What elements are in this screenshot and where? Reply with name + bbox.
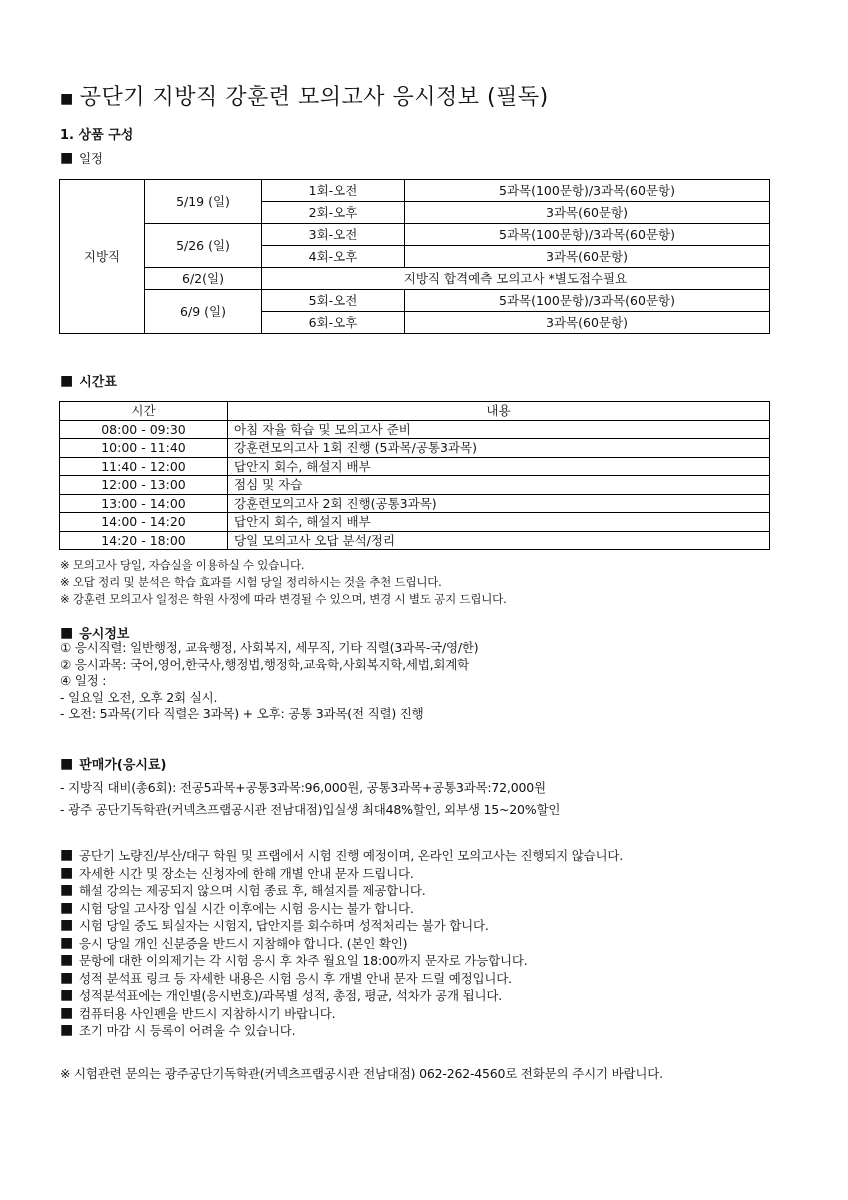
content-cell: 강훈련모의고사 1회 진행 (5과목/공통3과목) [228, 439, 770, 458]
square-bullet-icon: ■ [60, 1004, 74, 1021]
price-line: - 광주 공단기독학관(커넥츠프랩공시관 전남대점)입실생 최대48%할인, 외부생 15~20%할인 [60, 802, 561, 817]
table-header-row [60, 402, 770, 421]
time-cell: 11:40 - 12:00 [60, 457, 228, 476]
square-bullet-icon: ■ [60, 1022, 74, 1038]
time-cell: 12:00 - 13:00 [60, 476, 228, 495]
page-title-text: 공단기 지방직 강훈련 모의고사 응시정보 (필독) [79, 85, 549, 110]
price-heading: ■ 판매가(응시료) [60, 756, 167, 773]
list-item: ■ 조기 마감 시 등록이 어려울 수 있습니다. [60, 1022, 296, 1038]
square-bullet-icon: ■ [60, 864, 74, 881]
list-item: ■ 시험 당일 중도 퇴실자는 시험지, 답안지를 회수하며 성적처리는 불가 합니다. [60, 917, 489, 933]
notice-list [60, 847, 623, 1040]
table-row [60, 224, 770, 246]
region-cell: 지방직 [60, 180, 145, 334]
list-item: ■ 자세한 시간 및 장소는 신청자에 한해 개별 안내 문자 드립니다. [60, 864, 414, 881]
application-line: - 오전: 5과목(기타 직렬은 3과목) + 오후: 공통 3과목(전 직렬) 진행 [60, 706, 424, 721]
contact-note: ※ 시험관련 문의는 광주공단기독학관(커넥츠프랩공시관 전남대점) 062-262-4560로 전화문의 주시기 바랍니다. [60, 1066, 663, 1081]
table-row [60, 439, 770, 458]
timetable [59, 401, 770, 550]
list-item: ■ 문항에 대한 이의제기는 각 시험 응시 후 차주 월요일 18:00까지 문자로 가능합니다. [60, 952, 528, 968]
session-cell: 1회-오전 [262, 180, 405, 202]
list-item: ■ 시험 당일 고사장 입실 시간 이후에는 시험 응시는 불가 합니다. [60, 899, 414, 916]
price-line: - 지방직 대비(총6회): 전공5과목+공통3과목:96,000원, 공통3과목+공통3과목:72,000원 [60, 780, 546, 795]
application-line: ② 응시과목: 국어,영어,한국사,행정법,행정학,교육학,사회복지학,세법,회계학 [60, 656, 470, 672]
table-row [60, 476, 770, 495]
column-header-content: 내용 [228, 402, 770, 421]
content-cell: 아침 자율 학습 및 모의고사 준비 [228, 420, 770, 439]
table-row [60, 457, 770, 476]
square-bullet-icon: ■ [60, 882, 74, 898]
table-row [60, 494, 770, 513]
square-bullet-icon: ■ [60, 150, 74, 166]
page-title [60, 80, 800, 111]
square-bullet-icon: ■ [60, 987, 74, 1003]
content-cell: 당일 모의고사 오답 분석/정리 [228, 531, 770, 550]
date-cell: 6/2(일) [145, 268, 262, 290]
subjects-cell: 5과목(100문항)/3과목(60문항) [405, 290, 770, 312]
table-row [60, 180, 770, 202]
content-cell: 강훈련모의고사 2회 진행(공통3과목) [228, 494, 770, 513]
subjects-cell: 3과목(60문항) [405, 312, 770, 334]
schedule-subheading: ■ 일정 [60, 150, 103, 166]
square-bullet-icon: ■ [60, 373, 74, 389]
square-bullet-icon: ■ [60, 625, 74, 641]
table-row [60, 513, 770, 532]
timetable-note: ※ 오답 정리 및 분석은 학습 효과를 시험 당일 정리하시는 것을 추천 드립니다. [60, 575, 442, 589]
subjects-cell: 3과목(60문항) [405, 246, 770, 268]
square-bullet-icon: ■ [60, 917, 74, 933]
table-row [60, 268, 770, 290]
application-line: - 일요일 오전, 오후 2회 실시. [60, 689, 218, 705]
application-line: ④ 일정 : [60, 673, 107, 688]
table-row [60, 420, 770, 439]
time-cell: 14:00 - 14:20 [60, 513, 228, 532]
column-header-time: 시간 [60, 402, 228, 421]
schedule-table [59, 179, 770, 334]
content-cell: 답안지 회수, 해설지 배부 [228, 513, 770, 532]
content-cell: 점심 및 자습 [228, 476, 770, 495]
session-cell: 6회-오후 [262, 312, 405, 334]
subjects-cell: 5과목(100문항)/3과목(60문항) [405, 224, 770, 246]
application-line: ① 응시직렬: 일반행정, 교육행정, 사회복지, 세무직, 기타 직렬(3과목-국/영/한) [60, 640, 479, 655]
time-cell: 13:00 - 14:00 [60, 494, 228, 513]
session-cell: 4회-오후 [262, 246, 405, 268]
square-bullet-icon: ■ [60, 934, 74, 951]
timetable-note: ※ 모의고사 당일, 자습실을 이용하실 수 있습니다. [60, 558, 305, 572]
square-bullet-icon: ■ [60, 899, 74, 916]
table-row [60, 290, 770, 312]
session-cell: 5회-오전 [262, 290, 405, 312]
application-heading: ■ 응시정보 [60, 625, 130, 642]
list-item: ■ 공단기 노량진/부산/대구 학원 및 프랩에서 시험 진행 예정이며, 온라인 모의고사는 진행되지 않습니다. [60, 847, 623, 863]
list-item: ■ 성적 분석표 링크 등 자세한 내용은 시험 응시 후 개별 안내 문자 드릴 예정입니다. [60, 969, 512, 986]
square-bullet-icon: ■ [60, 969, 74, 986]
date-cell: 6/9 (일) [145, 290, 262, 334]
time-cell: 10:00 - 11:40 [60, 439, 228, 458]
application-info [60, 640, 478, 723]
list-item: ■ 컴퓨터용 사인펜을 반드시 지참하시기 바랍니다. [60, 1004, 336, 1021]
date-cell: 5/19 (일) [145, 180, 262, 224]
table-row [60, 531, 770, 550]
merged-note-cell: 지방직 합격예측 모의고사 *별도접수필요 [262, 268, 770, 290]
timetable-heading: ■ 시간표 [60, 373, 117, 390]
timetable-note: ※ 강훈련 모의고사 일정은 학원 사정에 따라 변경될 수 있으며, 변경 시 별도 공지 드립니다. [60, 592, 507, 606]
time-cell: 14:20 - 18:00 [60, 531, 228, 550]
square-bullet-icon: ■ [60, 952, 74, 968]
subjects-cell: 5과목(100문항)/3과목(60문항) [405, 180, 770, 202]
list-item: ■ 해설 강의는 제공되지 않으며 시험 종료 후, 해설지를 제공합니다. [60, 882, 426, 898]
time-cell: 08:00 - 09:30 [60, 420, 228, 439]
content-cell: 답안지 회수, 해설지 배부 [228, 457, 770, 476]
date-cell: 5/26 (일) [145, 224, 262, 268]
square-bullet-icon: ■ [60, 847, 74, 863]
section-product-heading: 1. 상품 구성 [60, 128, 134, 143]
list-item: ■ 성적분석표에는 개인별(응시번호)/과목별 성적, 총점, 평균, 석차가 공개 됩니다. [60, 987, 503, 1003]
session-cell: 2회-오후 [262, 202, 405, 224]
session-cell: 3회-오전 [262, 224, 405, 246]
list-item: ■ 응시 당일 개인 신분증을 반드시 지참해야 합니다. (본인 확인) [60, 934, 408, 951]
square-bullet-icon: ■ [60, 91, 74, 107]
subjects-cell: 3과목(60문항) [405, 202, 770, 224]
square-bullet-icon: ■ [60, 756, 74, 772]
